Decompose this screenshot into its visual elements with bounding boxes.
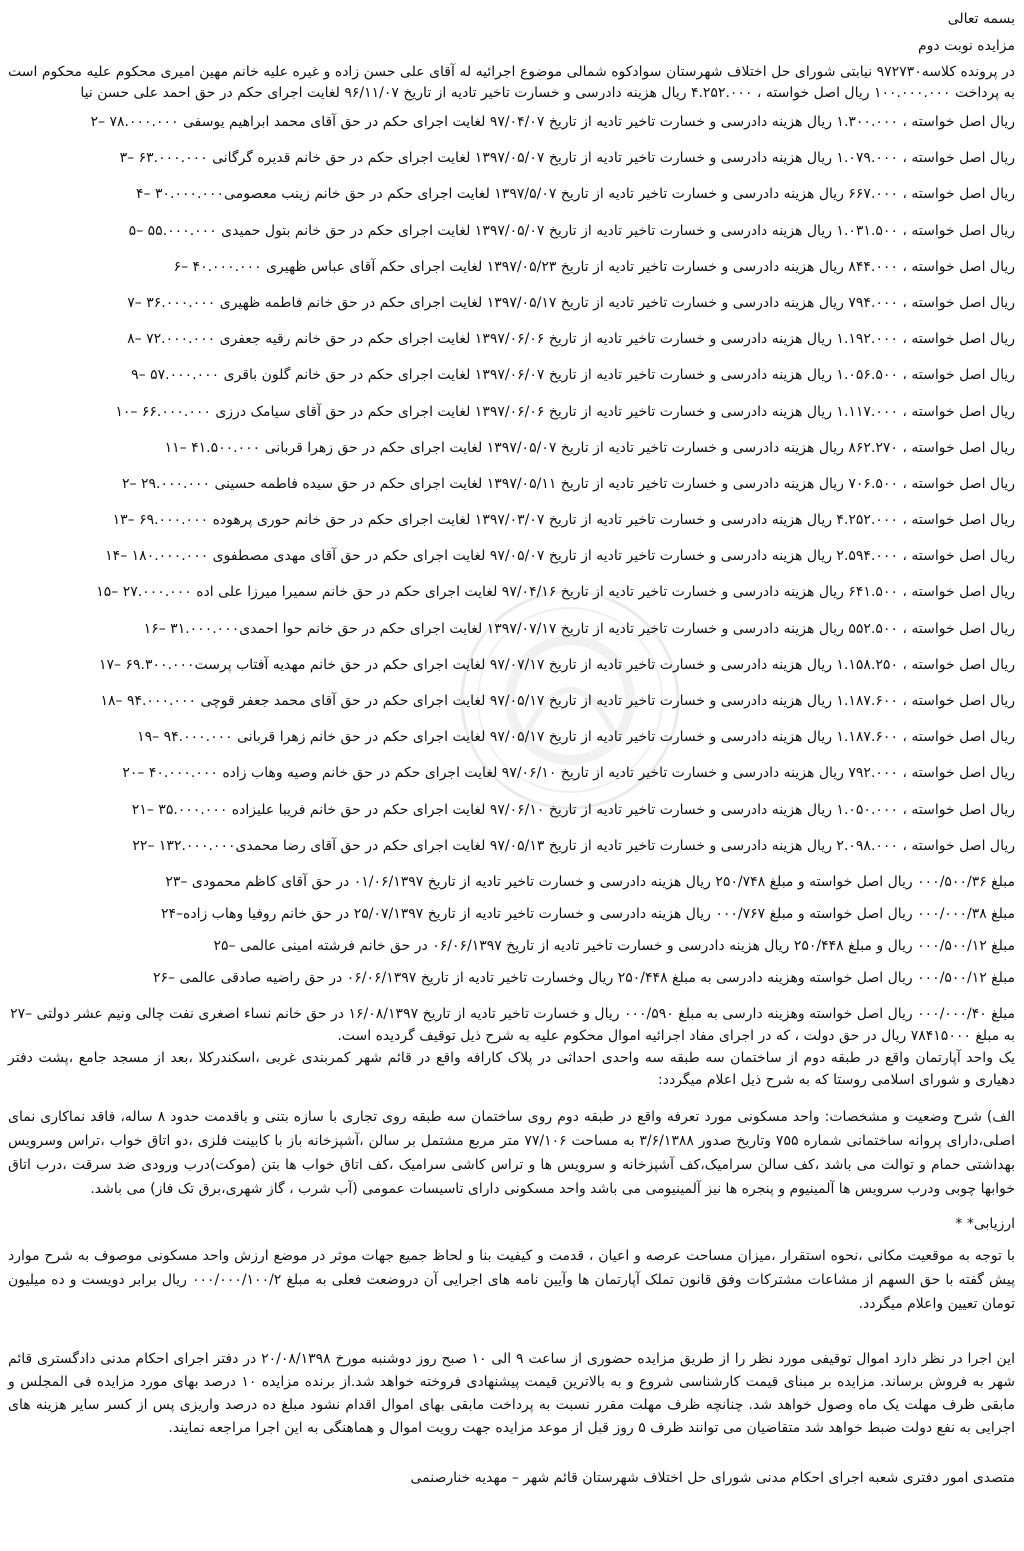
claim-line: مبلغ ۰۰۰/۵۰۰/۱۲ ریال اصل خواسته وهزینه دادرسی به مبلغ ۲۵۰/۴۴۸ ریال وخسارت تاخیر تادیه از تاریخ ۰۶/۰۶/۱۳۹۷ در حق راضیه صادقی عالمی –۲۶ (152, 969, 1015, 986)
property-description: یک واحد آپارتمان واقع در طبقه دوم از ساختمان سه طبقه سه واحدی احداثی در پلاک کارافه واقع در قائم شهر کمربندی غربی ،اسکندرکلا ،بعد از مسجد جامع ،پشت دفتر دهیاری و شورای اسلامی روستا که به شرح ذیل اعلام میگردد: (8, 1049, 1015, 1088)
claim-line: ریال اصل خواسته ، ۱.۰۵۶.۵۰۰ ریال هزینه دادرسی و خسارت تاخیر تادیه از تاریخ ۱۳۹۷/۰۶/۰۷ لغایت اجرای حکم در حق خانم گلون باقری ۵۷.۰۰۰.۰۰۰ –۹ (131, 367, 1015, 384)
claim-line: ریال اصل خواسته ، ۱.۱۱۷.۰۰۰ ریال هزینه دادرسی و خسارت تاخیر تادیه از تاریخ ۱۳۹۷/۰۶/۰۶ لغایت اجرای حکم در حق آقای سیامک درزی ۶۶.۰۰۰.۰۰۰ –۱۰ (115, 403, 1015, 420)
claim-line: ریال اصل خواسته ، ۱.۱۹۲.۰۰۰ ریال هزینه دادرسی و خسارت تاخیر تادیه از تاریخ ۱۳۹۷/۰۶/۰۶ لغایت اجرای حکم در حق خانم رقیه جعفری ۷۲.۰۰۰.۰۰۰ –۸ (127, 331, 1015, 348)
claim-27-line-1: مبلغ ۰۰۰/۰۰۰/۴۰ ریال اصل خواسته وهزینه دارسی به مبلغ ۰۰۰/۵۹۰ ریال و خسارت تاخیر تادیه از تاریخ ۱۶/۰۸/۱۳۹۷ در حق خانم نساء اصغری نفت چالی ونیم عشر دولتی –۲۷ (10, 1005, 1015, 1022)
auction-terms-paragraph: این اجرا در نظر دارد اموال توقیفی مورد نظر را از طریق مزایده حضوری از ساعت ۹ الی ۱۰ صبح روز دوشنبه مورخ ۲۰/۰۸/۱۳۹۸ در دفتر اجرای احکام مدنی دادگستری قائم شهر به فروش برساند. مزایده بر مبنای قیمت کارشناسی شروع و به بالاترین قیمت پیشنهادی فروخته خواهد شد.از برنده مزایده ۱۰ درصد بهای مورد مزایده فی المجلس و مابقی ظرف مهلت یک ماه وصول خواهد شد. چنانچه ظرف مهلت مقرر نسبت به پرداخت مابقی بهای اموال اقدام نشود مبلغ ده درصد واریزی پس از کسر سایر هزینه های اجرایی به نفع دولت ضبط خواهد شد متقاضیان می توانند ظرف ۵ روز قبل از موعد مزایده جهت رویت اموال و هماهنگی به این اجرا مراجعه نمایند. (8, 1350, 1015, 1436)
claim-line: ریال اصل خواسته ، ۷۹۴.۰۰۰ ریال هزینه دادرسی و خسارت تاخیر تادیه از تاریخ ۱۳۹۷/۰۵/۱۷ لغایت اجرای حکم در حق خانم فاطمه ظهیری ۳۶.۰۰۰.۰۰۰ –۷ (127, 294, 1015, 311)
claim-line: ریال اصل خواسته ، ۴.۲۵۲.۰۰۰ ریال هزینه دادرسی و خسارت تاخیر تادیه از تاریخ ۱۳۹۷/۰۳/۰۷ لغایت اجرای حکم در حق خانم حوری پرهوده ۶۹.۰۰۰.۰۰۰ –۱۳ (112, 512, 1015, 529)
claim-line: ریال اصل خواسته ، ۸۶۲.۲۷۰ ریال هزینه دادرسی و خسارت تاخیر تادیه از تاریخ ۱۳۹۷/۰۵/۰۷ لغایت اجرای حکم در حق زهرا قربانی ۴۱.۵۰۰.۰۰۰ –۱۱ (164, 439, 1015, 456)
claim-line: ریال اصل خواسته ، ۵۵۲.۵۰۰ ریال هزینه دادرسی و خسارت تاخیر تادیه از تاریخ ۱۳۹۷/۰۷/۱۷ لغایت اجرای حکم در حق خانم حوا احمدی۳۱.۰۰۰.۰۰۰ –۱۶ (143, 620, 1015, 637)
claim-line: ریال اصل خواسته ، ۷۹۲.۰۰۰ ریال هزینه دادرسی و خسارت تاخیر تادیه از تاریخ ۹۷/۰۶/۱۰ لغایت اجرای حکم در حق خانم وصیه وهاب زاده ۴۰.۰۰۰.۰۰۰ –۲۰ (122, 765, 1015, 782)
signature-line: متصدی امور دفتری شعبه اجرای احکام مدنی شورای حل اختلاف شهرستان قائم شهر – مهدیه خنارصنمی (410, 1469, 1015, 1486)
valuation-heading: ارزیابی* * (955, 1215, 1015, 1232)
claim-line: ریال اصل خواسته ، ۱.۰۷۹.۰۰۰ ریال هزینه دادرسی و خسارت تاخیر تادیه از تاریخ ۱۳۹۷/۰۵/۰۷ لغایت اجرای حکم در حق خانم قدیره گرگانی ۶۳.۰۰۰.۰۰۰ –۳ (119, 150, 1015, 167)
claims-list-amounts (8, 866, 1015, 994)
claim-line: ریال اصل خواسته ، ۶۴۱.۵۰۰ ریال هزینه دادرسی و خسارت تاخیر تادیه از تاریخ ۹۷/۰۴/۱۶ لغایت اجرای حکم در حق خانم سمیرا میرزا علی اده ۲۷.۰۰۰.۰۰۰ –۱۵ (96, 584, 1015, 601)
claim-line: ریال اصل خواسته ، ۱.۳۰۰.۰۰۰ ریال هزینه دادرسی و خسارت تاخیر تادیه از تاریخ ۹۷/۰۴/۰۷ لغایت اجرای حکم در حق آقای محمد ابراهیم یوسفی ۷۸.۰۰۰.۰۰۰ –۲ (90, 114, 1015, 130)
property-specifications: الف) شرح وضعیت و مشخصات: واحد مسکونی مورد تعرفه واقع در طبقه دوم روی ساختمان سه طبقه روی تجاری با سازه بتنی و باقدمت حدود ۸ ساله، فاقد نماکاری نمای اصلی،دارای پروانه ساختمانی شماره ۷۵۵ وتاریخ صدور ۳/۶/۱۳۸۸ به مساحت ۷۷/۱۰۶ متر مربع مشتمل بر سالن ،آشپزخانه باز با کابینت فلزی ،دو اتاق خواب ،تراس وسرویس بهداشتی حمام و توالت می باشد ،کف سالن سرامیک،کف آشپزخانه و سرویس ها و تراس کاشی سرامیک ،کف اتاق خواب ها بتن (موکت)درب ورودی ضد سرقت ،درب اتاق خوابها چوبی ودرب سرویس ها آلمینیوم و پنجره ها نیز آلمینیومی می باشد واحد مسکونی دارای تاسیسات عمومی (آب شرب ، گاز شهری،برق تک فاز) می باشد. (8, 1108, 1015, 1197)
claim-line: مبلغ ۰۰۰/۵۰۰/۱۲ ریال و مبلغ ۲۵۰/۴۴۸ ریال هزینه دادرسی و خسارت تاخیر تادیه از تاریخ ۰۶/۰۶/۱۳۹۷ در حق خانم فرشته امینی عالمی –۲۵ (213, 937, 1015, 954)
claim-line: ریال اصل خواسته ، ۷۰۶.۵۰۰ ریال هزینه دادرسی و خسارت تاخیر تادیه از تاریخ ۱۳۹۷/۰۵/۱۱ لغایت اجرای حکم در حق سیده فاطمه حسینی ۲۹.۰۰۰.۰۰۰ –۲ (121, 475, 1015, 492)
claim-line: ریال اصل خواسته ، ۱.۱۸۷.۶۰۰ ریال هزینه دادرسی و خسارت تاخیر تادیه از تاریخ ۹۷/۰۵/۱۷ لغایت اجرای حکم در حق خانم زهرا قربانی ۹۴.۰۰۰.۰۰۰ –۱۹ (137, 729, 1015, 746)
document-bismillah: بسمه تعالی (947, 11, 1015, 27)
claim-27-line-2: به مبلغ ۷۸۴۱۵۰۰۰ ریال در حق دولت ، که در اجرای مفاد اجرائیه اموال محکوم علیه به شرح ذیل توقیف گردیده است. (337, 1027, 1015, 1044)
claim-line: ریال اصل خواسته ، ۱.۱۸۷.۶۰۰ ریال هزینه دادرسی و خسارت تاخیر تادیه از تاریخ ۹۷/۰۵/۱۷ لغایت اجرای حکم در حق آقای محمد جعفر قوچی ۹۴.۰۰۰.۰۰۰ –۱۸ (100, 693, 1015, 709)
claims-list (8, 104, 1015, 864)
valuation-paragraph: با توجه به موقعیت مکانی ،نحوه استقرار ،میزان مساحت عرصه و اعیان ، قدمت و کیفیت بنا و لحاظ جمیع جهات موثر در موضع ارزش واحد مسکونی موصوف به شرح موارد پیش گفته با حق السهم از مشاعات مشترکات وفق قانون تملک آپارتمان ها وآیین نامه های اجرایی آن دروضعت فعلی به مبلغ ۰۰۰/۰۰۰/۱۰۰/۲ ریال برابر دویست و ده میلیون تومان تعیین واعلام میگردد. (8, 1247, 1015, 1312)
claim-line: ریال اصل خواسته ، ۱.۰۳۱.۵۰۰ ریال هزینه دادرسی و خسارت تاخیر تادیه از تاریخ ۱۳۹۷/۰۵/۰۷ لغایت اجرای حکم در حق خانم بتول حمیدی ۵۵.۰۰۰.۰۰۰ –۵ (128, 222, 1015, 239)
claim-line: ریال اصل خواسته ، ۸۴۴.۰۰۰ ریال هزینه دادرسی و خسارت تاخیر تادیه از تاریخ ۱۳۹۷/۰۵/۲۳ لغایت اجرای حکم آقای عباس ظهیری ۴۰.۰۰۰.۰۰۰ –۶ (173, 258, 1015, 275)
claim-line: ریال اصل خواسته ، ۱.۱۵۸.۲۵۰ ریال هزینه دادرسی و خسارت تاخیر تادیه از تاریخ ۹۷/۰۷/۱۷ لغایت اجرای حکم در حق خانم مهدیه آفتاب پرست۶۹.۳۰۰.۰۰۰ –۱۷ (98, 656, 1015, 673)
claim-line: ریال اصل خواسته ، ۱.۰۵۰.۰۰۰ ریال هزینه دادرسی و خسارت تاخیر تادیه از تاریخ ۹۷/۰۶/۱۰ لغایت اجرای حکم در حق خانم فریبا علیزاده ۳۵.۰۰۰.۰۰۰ –۲۱ (131, 801, 1015, 818)
claim-line: ریال اصل خواسته ، ۲.۰۹۸.۰۰۰ ریال هزینه دادرسی و خسارت تاخیر تادیه از تاریخ ۹۷/۰۵/۱۳ لغایت اجرای حکم در حق آقای رضا محمدی۱۳۲.۰۰۰.۰۰۰ –۲۲ (132, 837, 1015, 854)
claim-line: مبلغ ۰۰۰/۵۰۰/۳۶ ریال اصل خواسته و مبلغ ۲۵۰/۷۴۸ ریال هزینه دادرسی و خسارت تاخیر تادیه از تاریخ ۰۱/۰۶/۱۳۹۷ در حق آقای کاظم محمودی –۲۳ (165, 873, 1015, 890)
claim-line: ریال اصل خواسته ، ۲.۵۹۴.۰۰۰ ریال هزینه دادرسی و خسارت تاخیر تادیه از تاریخ ۹۷/۰۵/۰۷ لغایت اجرای حکم در حق آقای مهدی مصطفوی ۱۸۰.۰۰۰.۰۰۰ –۱۴ (105, 548, 1015, 565)
document-body (8, 8, 1015, 1490)
case-intro-paragraph: در پرونده کلاسه۹۷۲۷۳۰ نیابتی شورای حل اختلاف شهرستان سوادکوه شمالی موضوع اجرائیه له آقای علی حسن زاده و غیره علیه خانم مهین امیری محکوم علیه محکوم است به پرداخت ۱۰۰.۰۰۰.۰۰۰ ریال اصل خواسته ، ۴.۲۵۲.۰۰۰ ریال هزینه دادرسی و خسارت تاخیر تادیه از تاریخ ۹۶/۱۱/۰۷ لغایت اجرای حکم در حق احمد علی حسن نیا (8, 64, 1015, 101)
claim-line: مبلغ ۰۰۰/۰۰۰/۳۸ ریال اصل خواسته و مبلغ ۰۰۰/۷۶۷ ریال هزینه دادرسی و خسارت تاخیر تادیه از تاریخ ۲۵/۰۷/۱۳۹۷ در حق خانم روفیا وهاب زاده–۲۴ (160, 905, 1015, 922)
document-heading: مزایده نوبت دوم (917, 38, 1015, 54)
claim-line: ریال اصل خواسته ، ۶۶۷.۰۰۰ ریال هزینه دادرسی و خسارت تاخیر تادیه از تاریخ ۱۳۹۷/۵/۰۷ لغایت اجرای حکم در حق خانم زینب معصومی۳۰.۰۰۰.۰۰۰ –۴ (136, 186, 1015, 203)
claim-27-block (8, 1003, 1015, 1047)
